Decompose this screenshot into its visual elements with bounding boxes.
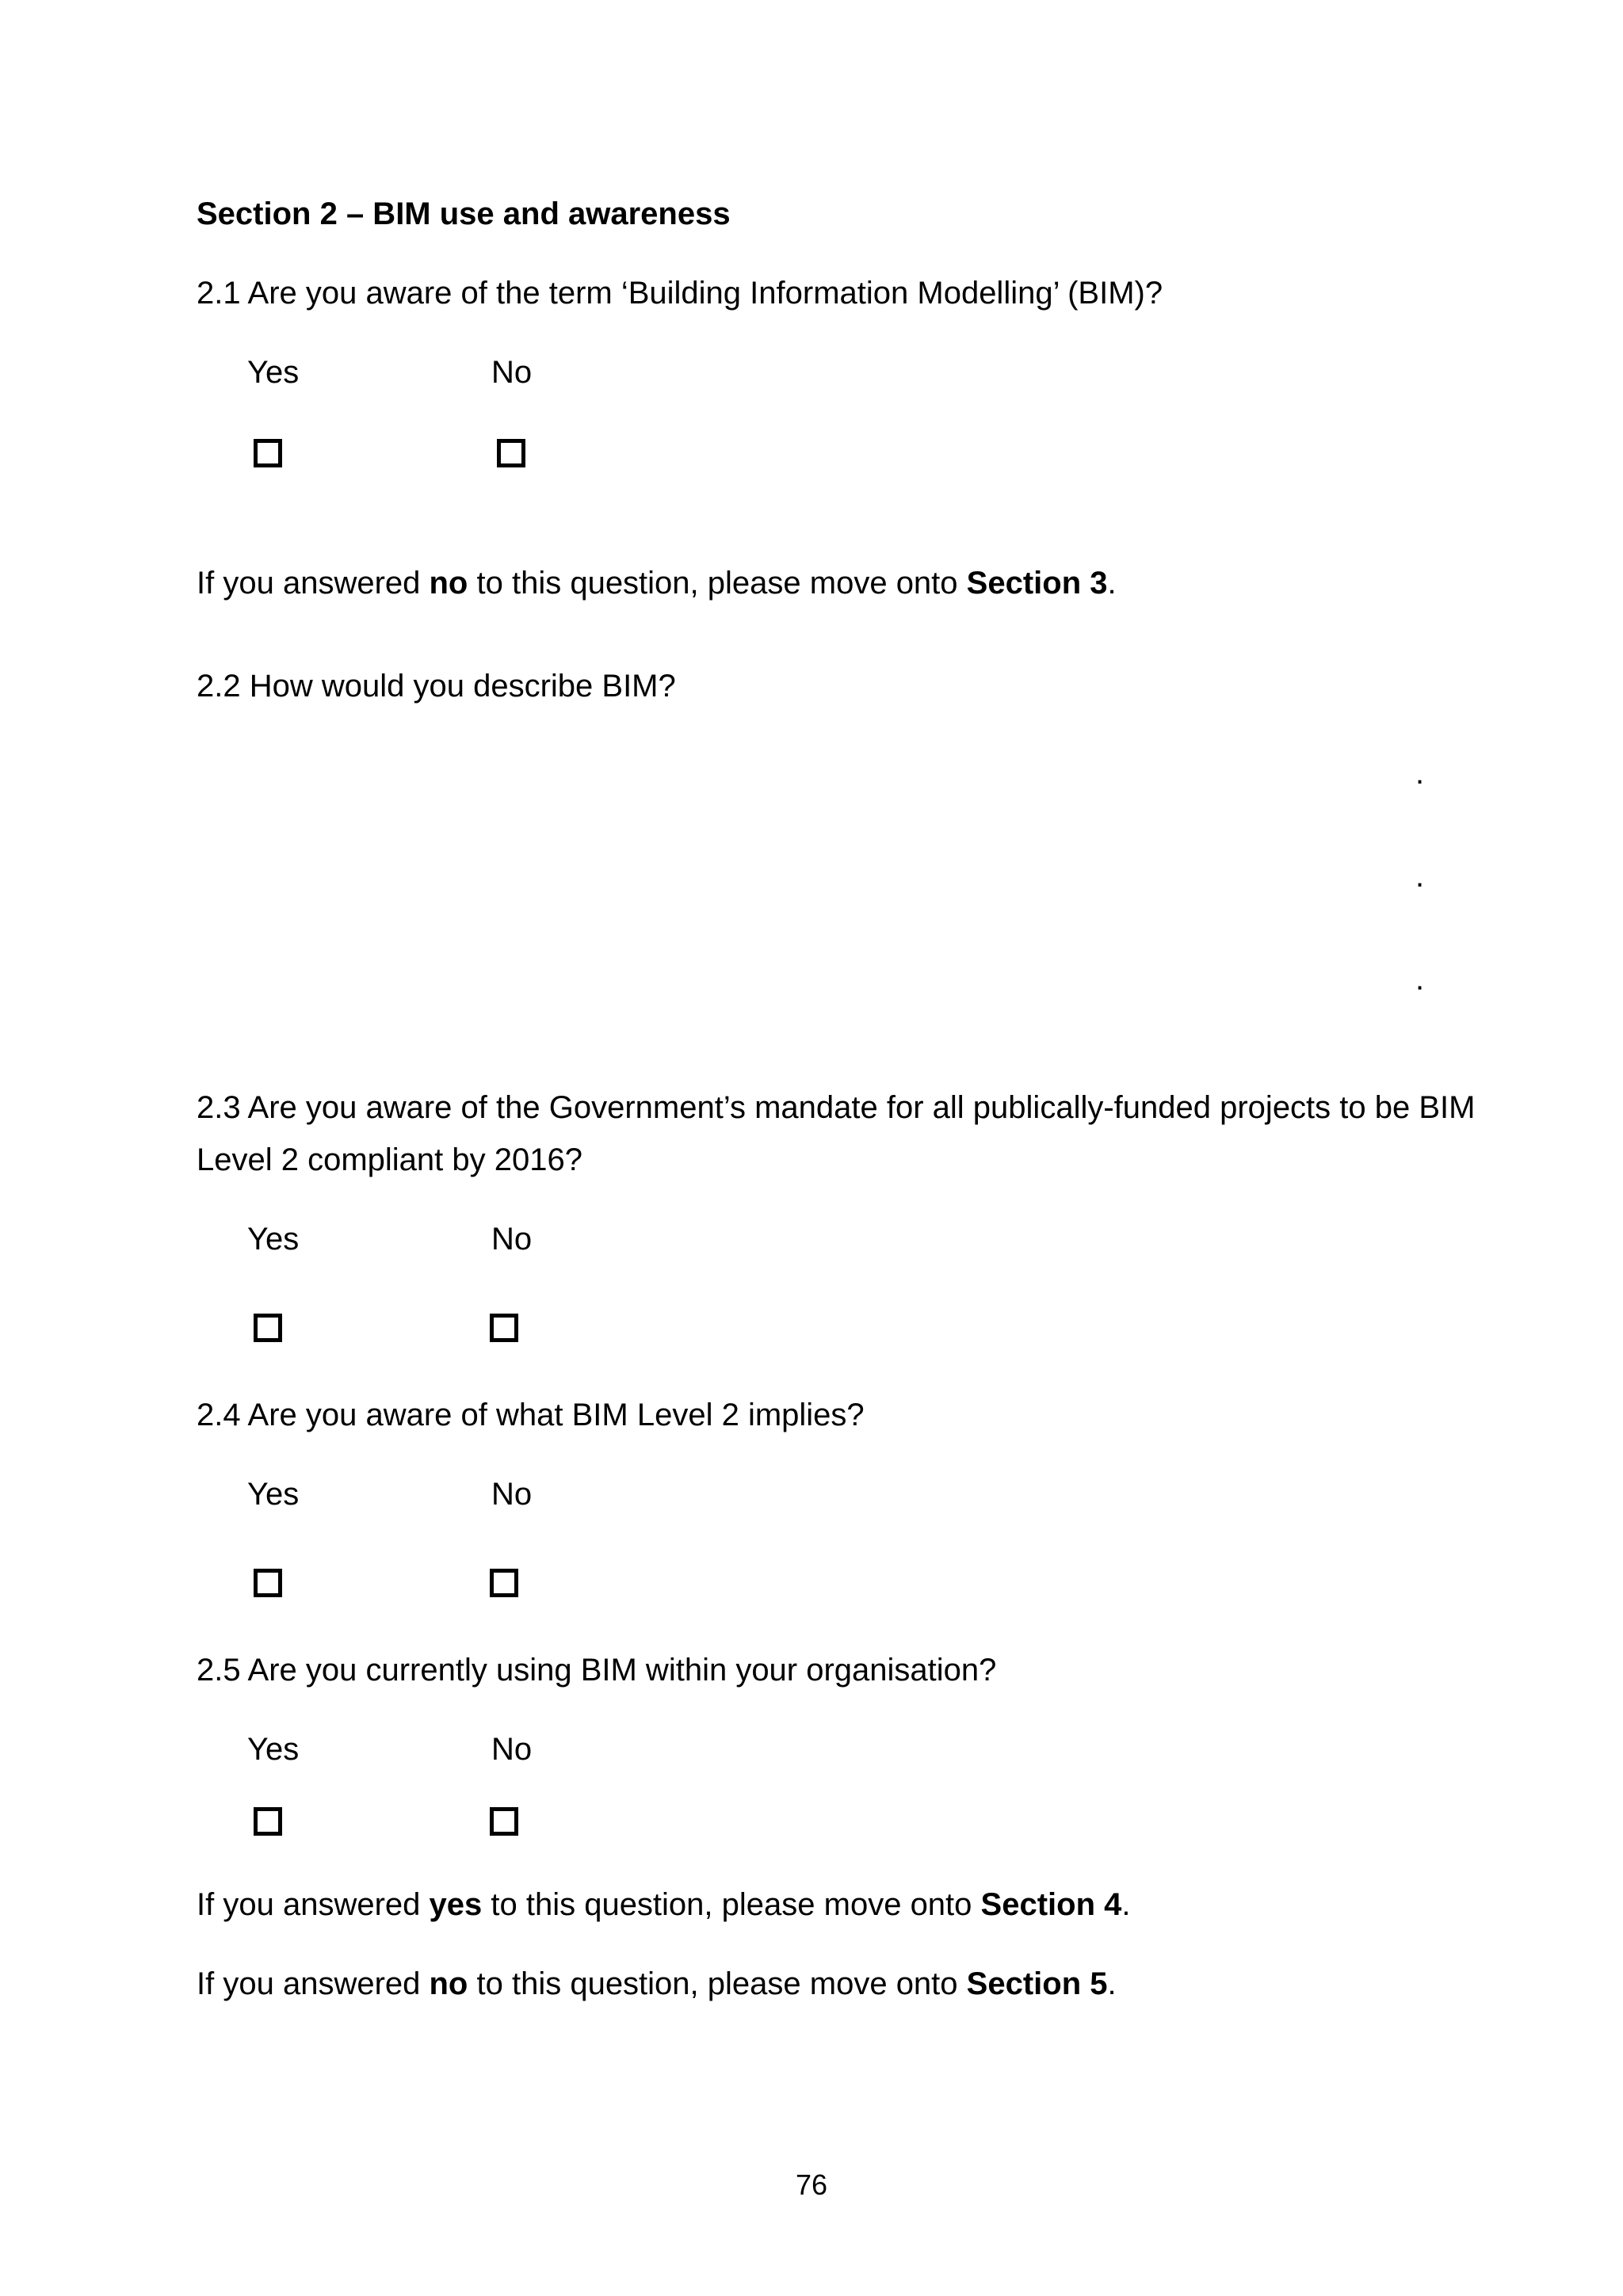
instruction-middle: to this question, please move onto	[468, 1966, 967, 2001]
instruction-answer: no	[429, 566, 468, 601]
q2-4-yes-checkbox[interactable]	[254, 1569, 282, 1597]
instruction-suffix: .	[1107, 566, 1117, 601]
instruction-section: Section 3	[966, 566, 1108, 601]
instruction-section: Section 4	[980, 1887, 1122, 1922]
instruction-after-2-1	[197, 564, 1117, 602]
q2-5-no-checkbox[interactable]	[490, 1807, 518, 1836]
q2-3-no-label: No	[491, 1222, 533, 1257]
question-2-5: 2.5 Are you currently using BIM within your organisation?	[197, 1653, 997, 1688]
instruction-suffix: .	[1107, 1966, 1117, 2001]
question-2-3-line-2: Level 2 compliant by 2016?	[197, 1142, 582, 1177]
instruction-answer: yes	[429, 1887, 483, 1922]
instruction-suffix: .	[1121, 1887, 1131, 1922]
instruction-no-2-5	[197, 1965, 1117, 2003]
q2-5-no-label: No	[491, 1732, 533, 1767]
q2-1-yes-label: Yes	[247, 355, 300, 390]
q2-4-no-checkbox[interactable]	[490, 1569, 518, 1597]
q2-4-yes-label: Yes	[247, 1477, 300, 1512]
question-2-3-line-1: 2.3 Are you aware of the Government’s mandate for all publically-funded projects to be BIM	[197, 1090, 1476, 1125]
instruction-section: Section 5	[966, 1966, 1108, 2001]
q2-5-yes-checkbox[interactable]	[254, 1807, 282, 1836]
instruction-middle: to this question, please move onto	[468, 566, 967, 601]
q2-1-no-label: No	[491, 355, 533, 390]
answer-line-2-dot[interactable]: .	[1415, 859, 1425, 894]
q2-3-yes-checkbox[interactable]	[254, 1314, 282, 1342]
instruction-middle: to this question, please move onto	[482, 1887, 981, 1922]
instruction-prefix: If you answered	[197, 1887, 430, 1922]
instruction-prefix: If you answered	[197, 566, 430, 601]
q2-3-yes-label: Yes	[247, 1222, 300, 1257]
instruction-answer: no	[429, 1966, 468, 2001]
question-2-4: 2.4 Are you aware of what BIM Level 2 implies?	[197, 1398, 865, 1432]
answer-line-1-dot[interactable]: .	[1415, 756, 1425, 791]
q2-3-no-checkbox[interactable]	[490, 1314, 518, 1342]
section-heading: Section 2 – BIM use and awareness	[197, 196, 731, 231]
q2-5-yes-label: Yes	[247, 1732, 300, 1767]
instruction-prefix: If you answered	[197, 1966, 430, 2001]
q2-1-yes-checkbox[interactable]	[254, 439, 282, 467]
question-2-2: 2.2 How would you describe BIM?	[197, 669, 676, 704]
instruction-yes-2-5	[197, 1886, 1131, 1924]
q2-1-no-checkbox[interactable]	[497, 439, 525, 467]
question-2-1: 2.1 Are you aware of the term ‘Building Information Modelling’ (BIM)?	[197, 276, 1163, 311]
q2-4-no-label: No	[491, 1477, 533, 1512]
page-number: 76	[796, 2168, 828, 2201]
answer-line-3-dot[interactable]: .	[1415, 962, 1425, 997]
